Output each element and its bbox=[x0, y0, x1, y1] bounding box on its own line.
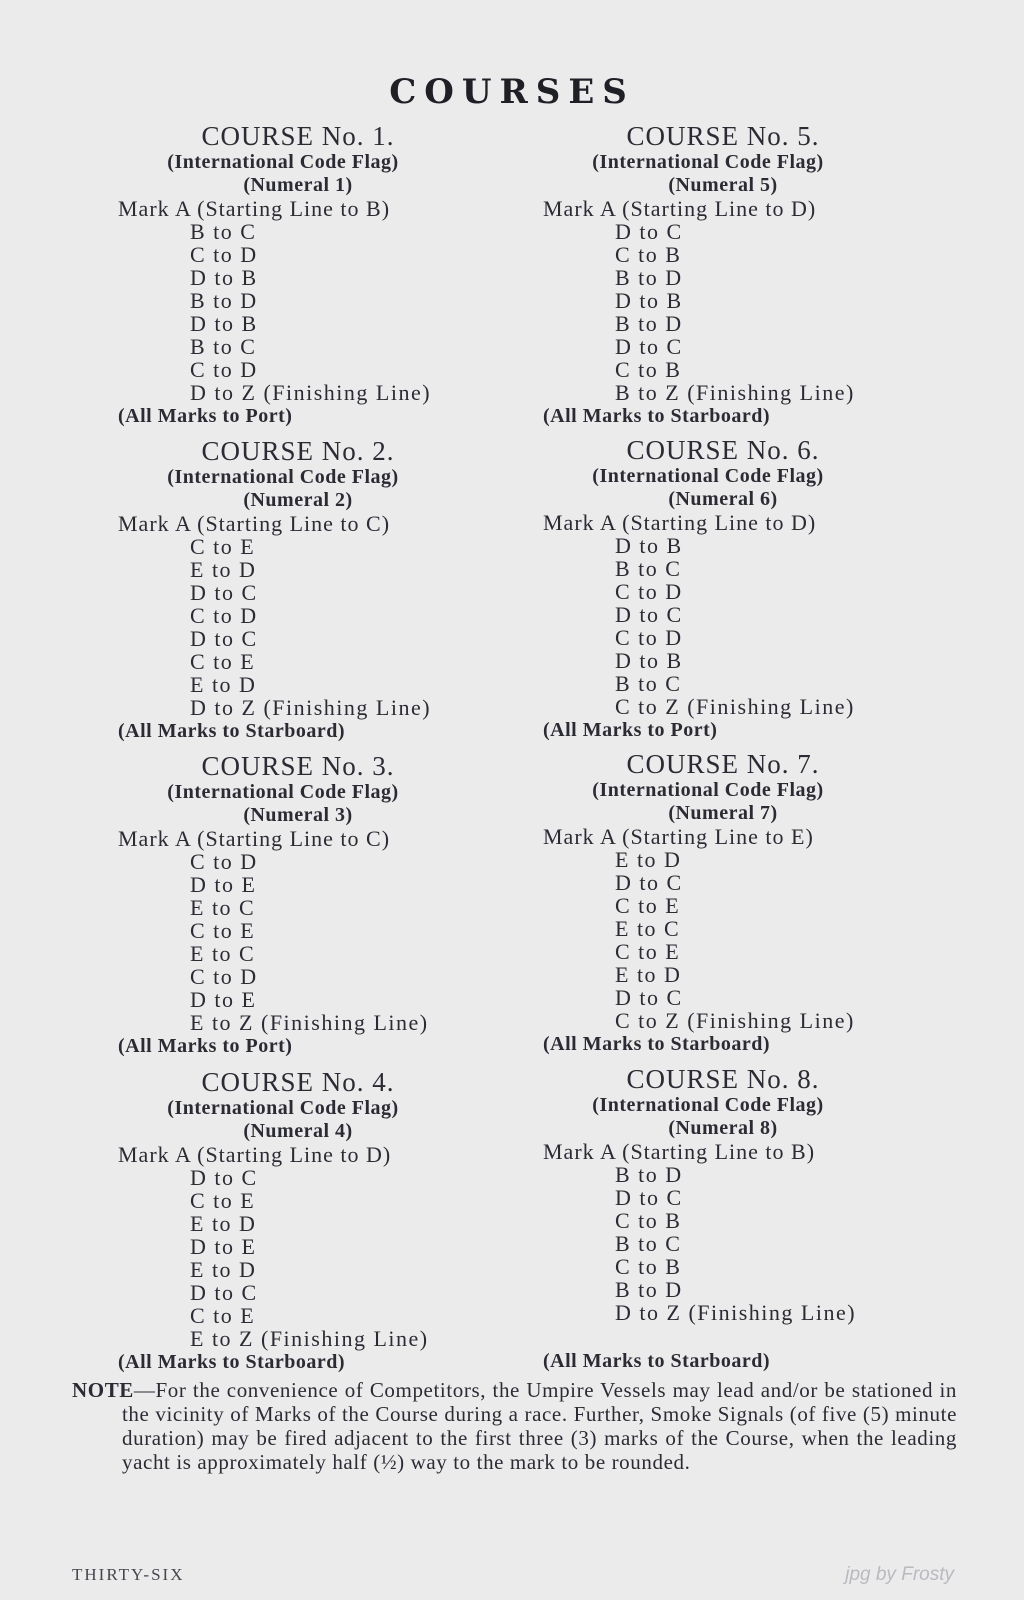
course-rule: (All Marks to Port) bbox=[118, 1035, 293, 1057]
course-leg: C to E bbox=[190, 649, 256, 674]
course-flag: (International Code Flag) bbox=[592, 151, 824, 173]
course-start: Mark A (Starting Line to D) bbox=[543, 510, 817, 535]
course-leg: E to D bbox=[190, 557, 257, 582]
course-rule: (All Marks to Starboard) bbox=[543, 1033, 770, 1055]
course-leg: C to B bbox=[615, 1208, 682, 1233]
course-leg: D to C bbox=[190, 1165, 258, 1190]
course-leg: E to Z (Finishing Line) bbox=[190, 1010, 429, 1035]
course-leg: B to C bbox=[190, 219, 257, 244]
course-leg: E to C bbox=[190, 895, 256, 920]
course-7 bbox=[543, 749, 903, 1057]
course-3 bbox=[118, 751, 478, 1059]
course-leg: B to Z (Finishing Line) bbox=[615, 380, 855, 405]
course-leg: D to E bbox=[190, 987, 257, 1012]
course-leg: B to C bbox=[615, 556, 682, 581]
course-flag: (International Code Flag) bbox=[592, 1094, 824, 1116]
course-legs bbox=[118, 1166, 478, 1350]
course-leg: E to D bbox=[190, 1257, 257, 1282]
course-leg: D to C bbox=[615, 870, 683, 895]
course-leg: C to B bbox=[615, 1254, 682, 1279]
course-2 bbox=[118, 436, 478, 744]
course-rule: (All Marks to Starboard) bbox=[118, 720, 345, 742]
course-leg: D to E bbox=[190, 872, 257, 897]
course-leg: E to Z (Finishing Line) bbox=[190, 1326, 429, 1351]
course-flag: (International Code Flag) bbox=[592, 779, 824, 801]
course-leg: D to B bbox=[190, 265, 258, 290]
course-leg: B to D bbox=[615, 1277, 683, 1302]
course-legs bbox=[543, 1163, 903, 1324]
course-heading: COURSE No. 5. bbox=[626, 121, 820, 151]
course-leg: C to E bbox=[190, 1303, 256, 1328]
course-leg: E to C bbox=[615, 916, 681, 941]
course-heading: COURSE No. 2. bbox=[201, 436, 395, 466]
note-lead: NOTE bbox=[72, 1378, 134, 1402]
course-flag: (International Code Flag) bbox=[167, 151, 399, 173]
course-start: Mark A (Starting Line to E) bbox=[543, 824, 814, 849]
course-legs bbox=[118, 850, 478, 1034]
course-leg: C to E bbox=[190, 534, 256, 559]
course-leg: B to C bbox=[615, 1231, 682, 1256]
course-leg: E to D bbox=[190, 1211, 257, 1236]
course-leg: C to Z (Finishing Line) bbox=[615, 1008, 855, 1033]
course-legs bbox=[118, 220, 478, 404]
course-5 bbox=[543, 121, 903, 429]
course-leg: B to C bbox=[615, 671, 682, 696]
course-numeral: (Numeral 8) bbox=[668, 1117, 778, 1139]
page-number: THIRTY-SIX bbox=[72, 1565, 185, 1584]
course-flag: (International Code Flag) bbox=[592, 465, 824, 487]
course-leg: D to C bbox=[190, 1280, 258, 1305]
course-heading: COURSE No. 6. bbox=[626, 435, 820, 465]
course-leg: D to C bbox=[615, 985, 683, 1010]
course-rule: (All Marks to Port) bbox=[543, 719, 718, 741]
course-leg: D to Z (Finishing Line) bbox=[190, 380, 432, 405]
course-leg: D to C bbox=[615, 1185, 683, 1210]
course-heading: COURSE No. 1. bbox=[201, 121, 395, 151]
course-leg: C to D bbox=[615, 625, 683, 650]
course-leg: C to D bbox=[190, 357, 258, 382]
course-leg: C to D bbox=[190, 964, 258, 989]
course-leg: B to D bbox=[615, 311, 683, 336]
course-leg: D to B bbox=[615, 533, 683, 558]
course-leg: D to E bbox=[190, 1234, 257, 1259]
course-legs bbox=[543, 848, 903, 1032]
course-leg: D to B bbox=[190, 311, 258, 336]
note-text: —For the convenience of Competitors, the Umpire Vessels may lead and/or be stationed in the vicinity of Marks of the Course during a race. Further, Smoke Signals (of five (5) minute duration) may be fired adjacent to the first three (3) marks of the Course, when the leading yacht is approximately half (½) way to the mark to be rounded. bbox=[122, 1378, 957, 1474]
course-flag: (International Code Flag) bbox=[167, 1097, 399, 1119]
course-leg: D to B bbox=[615, 288, 683, 313]
course-leg: C to E bbox=[190, 1188, 256, 1213]
course-flag: (International Code Flag) bbox=[167, 466, 399, 488]
course-numeral: (Numeral 5) bbox=[668, 174, 778, 196]
course-leg: C to D bbox=[190, 603, 258, 628]
course-leg: C to Z (Finishing Line) bbox=[615, 694, 855, 719]
course-heading: COURSE No. 4. bbox=[201, 1067, 395, 1097]
course-flag: (International Code Flag) bbox=[167, 781, 399, 803]
course-rule: (All Marks to Starboard) bbox=[543, 405, 770, 427]
course-numeral: (Numeral 2) bbox=[243, 489, 353, 511]
course-start: Mark A (Starting Line to B) bbox=[543, 1139, 816, 1164]
course-numeral: (Numeral 4) bbox=[243, 1120, 353, 1142]
course-leg: C to E bbox=[190, 918, 256, 943]
course-start: Mark A (Starting Line to D) bbox=[543, 196, 817, 221]
course-leg: D to C bbox=[615, 219, 683, 244]
course-numeral: (Numeral 6) bbox=[668, 488, 778, 510]
course-rule: (All Marks to Starboard) bbox=[543, 1350, 770, 1372]
course-heading: COURSE No. 3. bbox=[201, 751, 395, 781]
course-leg: C to B bbox=[615, 357, 682, 382]
course-leg: C to E bbox=[615, 893, 681, 918]
course-leg: D to C bbox=[190, 580, 258, 605]
course-leg: B to C bbox=[190, 334, 257, 359]
course-leg: D to B bbox=[615, 648, 683, 673]
course-heading: COURSE No. 8. bbox=[626, 1064, 820, 1094]
watermark-credit: jpg by Frosty bbox=[845, 1564, 954, 1585]
course-start: Mark A (Starting Line to C) bbox=[118, 511, 391, 536]
course-start: Mark A (Starting Line to D) bbox=[118, 1142, 392, 1167]
course-legs bbox=[543, 534, 903, 718]
page-title: COURSES bbox=[389, 72, 635, 112]
course-leg: B to D bbox=[615, 265, 683, 290]
course-start: Mark A (Starting Line to C) bbox=[118, 826, 391, 851]
course-rule: (All Marks to Port) bbox=[118, 405, 293, 427]
course-leg: B to D bbox=[190, 288, 258, 313]
course-leg: E to D bbox=[190, 672, 257, 697]
course-leg: E to D bbox=[615, 962, 682, 987]
course-start: Mark A (Starting Line to B) bbox=[118, 196, 391, 221]
note-paragraph bbox=[72, 1378, 957, 1474]
course-heading: COURSE No. 7. bbox=[626, 749, 820, 779]
course-leg: D to Z (Finishing Line) bbox=[615, 1300, 857, 1325]
course-legs bbox=[543, 220, 903, 404]
course-4 bbox=[118, 1067, 478, 1375]
course-rule: (All Marks to Starboard) bbox=[118, 1351, 345, 1373]
course-leg: D to C bbox=[615, 602, 683, 627]
course-numeral: (Numeral 3) bbox=[243, 804, 353, 826]
course-legs bbox=[118, 535, 478, 719]
course-6 bbox=[543, 435, 903, 743]
course-numeral: (Numeral 7) bbox=[668, 802, 778, 824]
course-leg: C to D bbox=[615, 579, 683, 604]
course-leg: B to D bbox=[615, 1162, 683, 1187]
course-leg: E to D bbox=[615, 847, 682, 872]
course-leg: D to Z (Finishing Line) bbox=[190, 695, 432, 720]
course-numeral: (Numeral 1) bbox=[243, 174, 353, 196]
course-leg: D to C bbox=[190, 626, 258, 651]
course-leg: C to D bbox=[190, 242, 258, 267]
course-leg: C to B bbox=[615, 242, 682, 267]
course-1 bbox=[118, 121, 478, 429]
course-leg: E to C bbox=[190, 941, 256, 966]
course-leg: C to E bbox=[615, 939, 681, 964]
course-leg: C to D bbox=[190, 849, 258, 874]
course-leg: D to C bbox=[615, 334, 683, 359]
course-8 bbox=[543, 1064, 903, 1374]
